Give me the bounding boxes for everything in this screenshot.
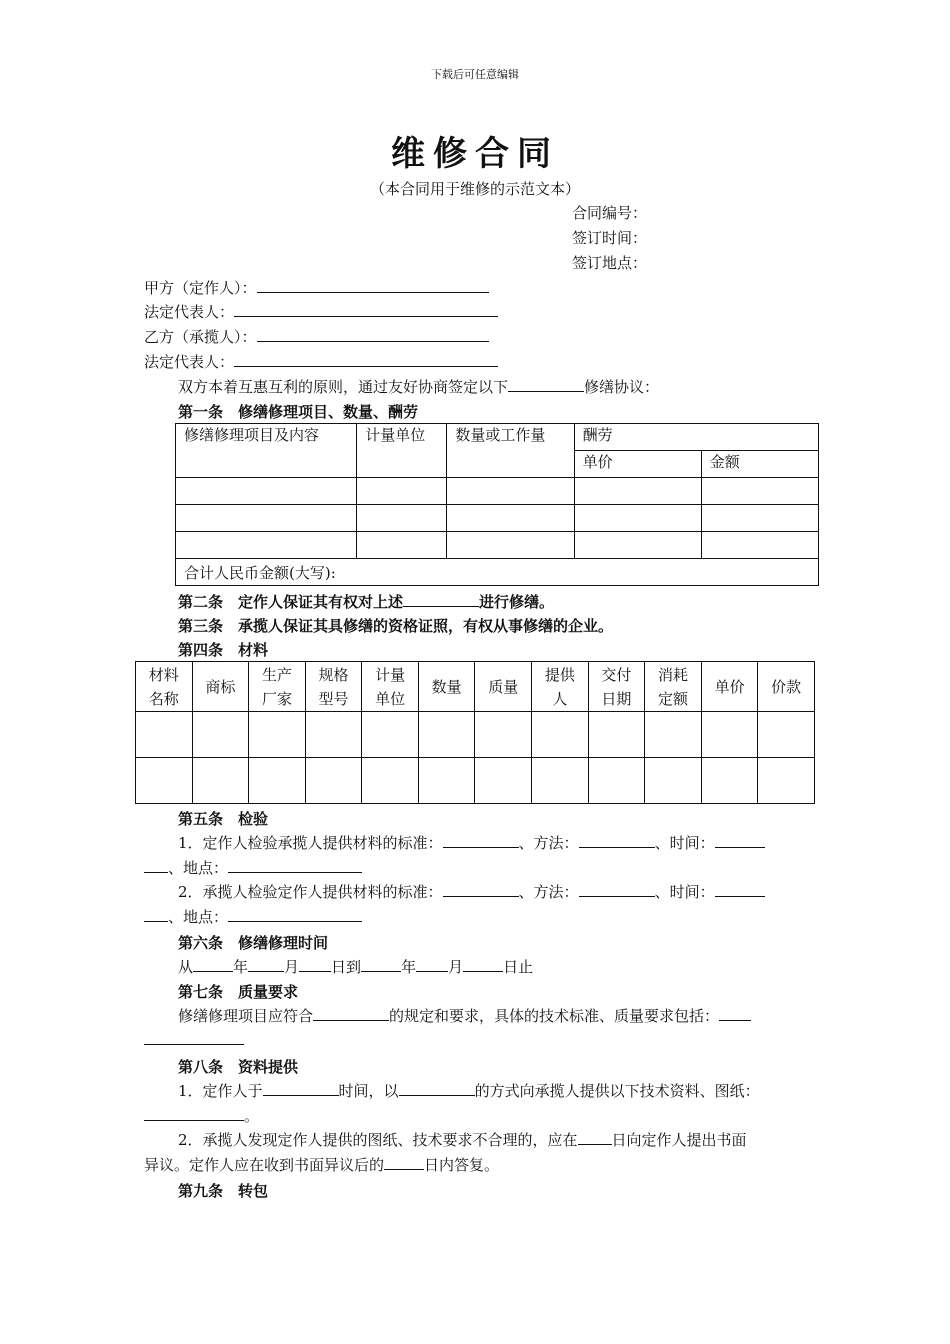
art7-line: 修缮修理项目应符合 的规定和要求，具体的技术标准、质量要求包括： [178,1005,751,1026]
spec-blank[interactable] [313,1006,389,1021]
party-b-line: 乙方（承揽人）： [144,326,489,347]
method-blank-2[interactable] [579,882,655,897]
time-blank-2[interactable] [715,882,765,897]
materials-cell[interactable] [192,712,249,758]
materials-cell[interactable] [418,758,475,804]
art5-line2-cont: 、地点： [144,906,362,927]
art3-line: 第三条 承揽人保证其具修缮的资格证照，有权从事修缮的企业。 [178,617,614,635]
quality-blank[interactable] [719,1006,751,1021]
art6-title: 第六条 修缮修理时间 [178,934,329,952]
header-price: 单价 [574,451,701,478]
time-blank[interactable] [715,833,765,848]
materials-cell[interactable] [249,758,306,804]
from-day-blank[interactable] [299,957,331,972]
materials-header-11: 价款 [758,662,815,712]
standard-blank[interactable] [443,833,519,848]
time-blank-cont[interactable] [144,858,168,873]
materials-header-row [136,662,815,712]
art1-title: 第一条 修缮修理项目、数量、酬劳 [178,403,419,421]
materials-cell[interactable] [305,712,362,758]
materials-header-0: 材料 名称 [136,662,193,712]
to-month-blank[interactable] [416,957,448,972]
materials-cell[interactable] [475,758,532,804]
provide-time-blank[interactable] [263,1081,339,1096]
materials-cell[interactable] [645,758,702,804]
materials-cell[interactable] [758,758,815,804]
art9-title: 第九条 转包 [178,1182,269,1200]
materials-cell[interactable] [136,712,193,758]
art5-line2: 2．承揽人检验定作人提供材料的标准： 、方法： 、时间： [178,881,765,902]
rep-a-blank[interactable] [234,302,498,317]
total-amount-row[interactable]: 合计人民币金额(大写): [176,559,819,586]
materials-header-8: 交付 日期 [588,662,645,712]
header-note: 下载后可任意编辑 [431,68,519,81]
table-row [176,478,819,505]
standard-blank-2[interactable] [443,882,519,897]
art5-line1: 1．定作人检验承揽人提供材料的标准： 、方法： 、时间： [178,832,765,853]
to-day-blank[interactable] [463,957,503,972]
materials-cell[interactable] [758,712,815,758]
materials-cell[interactable] [588,712,645,758]
method-blank[interactable] [579,833,655,848]
reply-days-blank[interactable] [384,1155,424,1170]
art4-title: 第四条 材料 [178,641,269,659]
materials-cell[interactable] [701,758,758,804]
party-a-line: 甲方（定作人）： [144,277,489,298]
from-month-blank[interactable] [248,957,284,972]
materials-cell[interactable] [645,712,702,758]
materials-table [135,661,815,804]
materials-header-10: 单价 [701,662,758,712]
art2-line: 第二条 定作人保证其有权对上述 进行修缮。 [178,593,555,611]
table-row [176,532,819,559]
materials-cell[interactable] [305,758,362,804]
rep-b-blank[interactable] [234,352,498,367]
sign-time-label: 签订时间： [572,229,648,247]
to-year-blank[interactable] [361,957,401,972]
materials-header-6: 质量 [475,662,532,712]
materials-header-4: 计量 单位 [362,662,419,712]
materials-header-2: 生产 厂家 [249,662,306,712]
art7-title: 第七条 质量要求 [178,983,299,1001]
materials-header-3: 规格 型号 [305,662,362,712]
place-blank[interactable] [228,858,362,873]
art5-line1-cont: 、地点： [144,857,362,878]
objection-days-blank[interactable] [578,1130,612,1145]
table-row [136,758,815,804]
party-b-blank[interactable] [257,327,489,342]
intro-paragraph: 双方本着互惠互利的原则，通过友好协商签定以下 修缮协议： [178,378,660,396]
art8-line1-cont: 。 [144,1105,259,1126]
materials-header-1: 商标 [192,662,249,712]
table-row [176,505,819,532]
from-year-blank[interactable] [193,957,233,972]
place-blank-2[interactable] [228,907,362,922]
table-row [136,712,815,758]
provide-method-blank[interactable] [399,1081,475,1096]
rep-b-line: 法定代表人： [144,351,498,372]
header-item: 修缮修理项目及内容 [176,424,357,478]
materials-cell[interactable] [532,712,589,758]
art8-line1: 1．定作人于 时间，以 的方式向承揽人提供以下技术资料、图纸： [178,1082,760,1100]
materials-cell[interactable] [362,758,419,804]
materials-header-9: 消耗 定额 [645,662,702,712]
art6-line: 从 年 月 日到 年 月 日止 [178,958,534,976]
quality-blank-cont[interactable] [144,1030,244,1045]
art7-line-cont [144,1030,244,1049]
header-pay: 酬劳 [574,424,818,451]
art8-title: 第八条 资料提供 [178,1058,299,1076]
header-unit: 计量单位 [357,424,447,478]
materials-cell[interactable] [249,712,306,758]
rep-a-line: 法定代表人： [144,301,498,322]
intro-blank[interactable] [508,377,584,392]
header-amount: 金额 [701,451,818,478]
art2-blank[interactable] [403,592,479,607]
materials-cell[interactable] [532,758,589,804]
contract-no-label: 合同编号： [572,204,648,222]
materials-cell[interactable] [192,758,249,804]
materials-cell[interactable] [136,758,193,804]
party-a-blank[interactable] [257,278,489,293]
document-subtitle: （本合同用于维修的示范文本） [369,180,580,198]
materials-list-blank[interactable] [144,1106,244,1121]
materials-cell[interactable] [362,712,419,758]
materials-cell[interactable] [588,758,645,804]
document-title: 维修合同 [391,134,559,174]
art8-line2: 2．承揽人发现定作人提供的图纸、技术要求不合理的，应在 日向定作人提出书面 [178,1131,747,1149]
header-qty: 数量或工作量 [447,424,574,478]
materials-header-5: 数量 [418,662,475,712]
materials-cell[interactable] [701,712,758,758]
art5-title: 第五条 检验 [178,810,269,828]
materials-cell[interactable] [475,712,532,758]
materials-cell[interactable] [418,712,475,758]
sign-place-label: 签订地点： [572,254,648,272]
time-blank-2-cont[interactable] [144,907,168,922]
repair-items-table [175,423,819,586]
art8-line3: 异议。定作人应在收到书面异议后的 日内答复。 [144,1156,500,1174]
materials-header-7: 提供 人 [532,662,589,712]
